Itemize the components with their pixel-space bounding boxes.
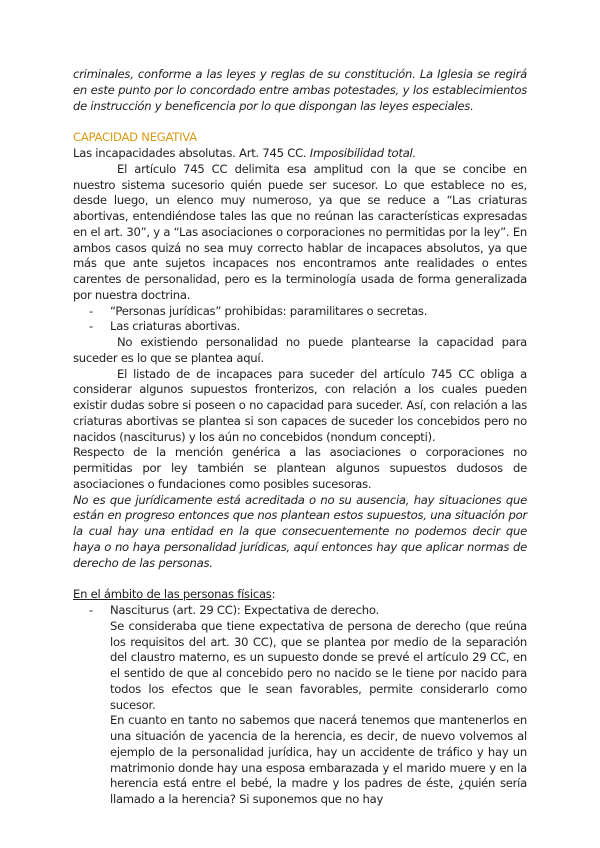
paragraph-italic-note: No es que jurídicamente está acreditada o no su ausencia, hay situaciones que están en progreso entonces que nos plantean estos supuestos, una situación por la cual hay una entidad en la que consecuentemente no podemos decir que haya o no haya personalidad jurídicas, aquí entonces hay que aplicar normas de derecho de las personas.	[73, 492, 527, 570]
personas-fisicas-list	[73, 603, 527, 619]
list-item: - Las criaturas abortivas.	[73, 319, 527, 335]
paragraph-articulo-745: El artículo 745 CC delimita esa amplitud con la que se concibe en nuestro sistema sucesorio quién puede ser sucesor. Lo que establece no es, desde luego, un elenco muy numeroso, ya que se reduce a “Las criaturas abortivas, entendiéndose tales las que no reúnan las características expresadas en el art. 30”, y a “Las asociaciones o corporaciones no permitidas por la ley”. En ambos casos quizá no sea muy correcto hablar de incapaces absolutos, ya que más que ante sujetos incapaces nos encontramos ante realidades o entes carentes de personalidad, pero es la terminología usada de forma generalizada por nuestra doctrina.	[73, 161, 527, 302]
section-heading-capacidad-negativa: CAPACIDAD NEGATIVA	[73, 130, 197, 145]
list-item-nasciturus: - Nasciturus (art. 29 CC): Expectativa de derecho.	[73, 603, 527, 619]
subtitle-plain: Las incapacidades absolutas. Art. 745 CC.	[73, 146, 310, 160]
paragraph-mencion-generica: Respecto de la mención genérica a las asociaciones o corporaciones no permitidas por ley también se plantean algunos supuestos dudosos de asociaciones o fundaciones como posibles sucesoras.	[73, 445, 527, 491]
paragraph-yacencia: En cuanto en tanto no sabemos que nacerá tenemos que mantenerlos en una situación de yacencia de la herencia, es decir, de nuevo volvemos al ejemplo de la personalidad jurídica, hay un accidente de tráfico y hay un matrimonio donde hay una esposa embarazada y el marido muere y en la herencia está entre el bebé, la madre y los padres de éste, ¿quién sería llamado a la herencia? Si suponemos que no hay	[110, 713, 527, 806]
heading-text: En el ámbito de las personas físicas	[73, 587, 272, 602]
paragraph-no-existiendo: No existiendo personalidad no puede plantearse la capacidad para suceder es lo que se plantea aquí.	[73, 335, 527, 365]
list-item: - “Personas jurídicas” prohibidas: paramilitares o secretas.	[73, 304, 527, 320]
intro-italic-paragraph: criminales, conforme a las leyes y reglas de su constitución. La Iglesia se regirá en este punto por lo concordado entre ambas potestades, y los establecimientos de instrucción y beneficencia por lo que dispongan las leyes especiales.	[73, 67, 527, 113]
paragraph-listado-incapaces: El listado de de incapaces para suceder del artículo 745 CC obliga a considerar algunos supuestos fronterizos, con relación a los cuales pueden existir dudas sobre si poseen o no capacidad para suceder. Así, con relación a las criaturas abortivas se plantea si son capaces de suceder los concebidos pero no nacidos (nasciturus) y los aún no concebidos (nondum concepti).	[73, 366, 527, 444]
subtitle-italic: Imposibilidad total.	[309, 146, 416, 160]
incapaces-list	[73, 304, 527, 336]
section-subtitle	[73, 146, 527, 162]
section-heading-personas-fisicas	[73, 587, 527, 603]
paragraph-expectativa: Se consideraba que tiene expectativa de persona de derecho (que reúna los requisitos del art. 30 CC), que se plantea por medio de la separación del claustro materno, es un supuesto donde se prevé el artículo 29 CC, en el sentido de que al concebido pero no nacido se le tiene por nacido para todos los efectos que le sean favorables, permite considerarlo como sucesor.	[110, 618, 527, 712]
heading-suffix: :	[271, 587, 276, 602]
